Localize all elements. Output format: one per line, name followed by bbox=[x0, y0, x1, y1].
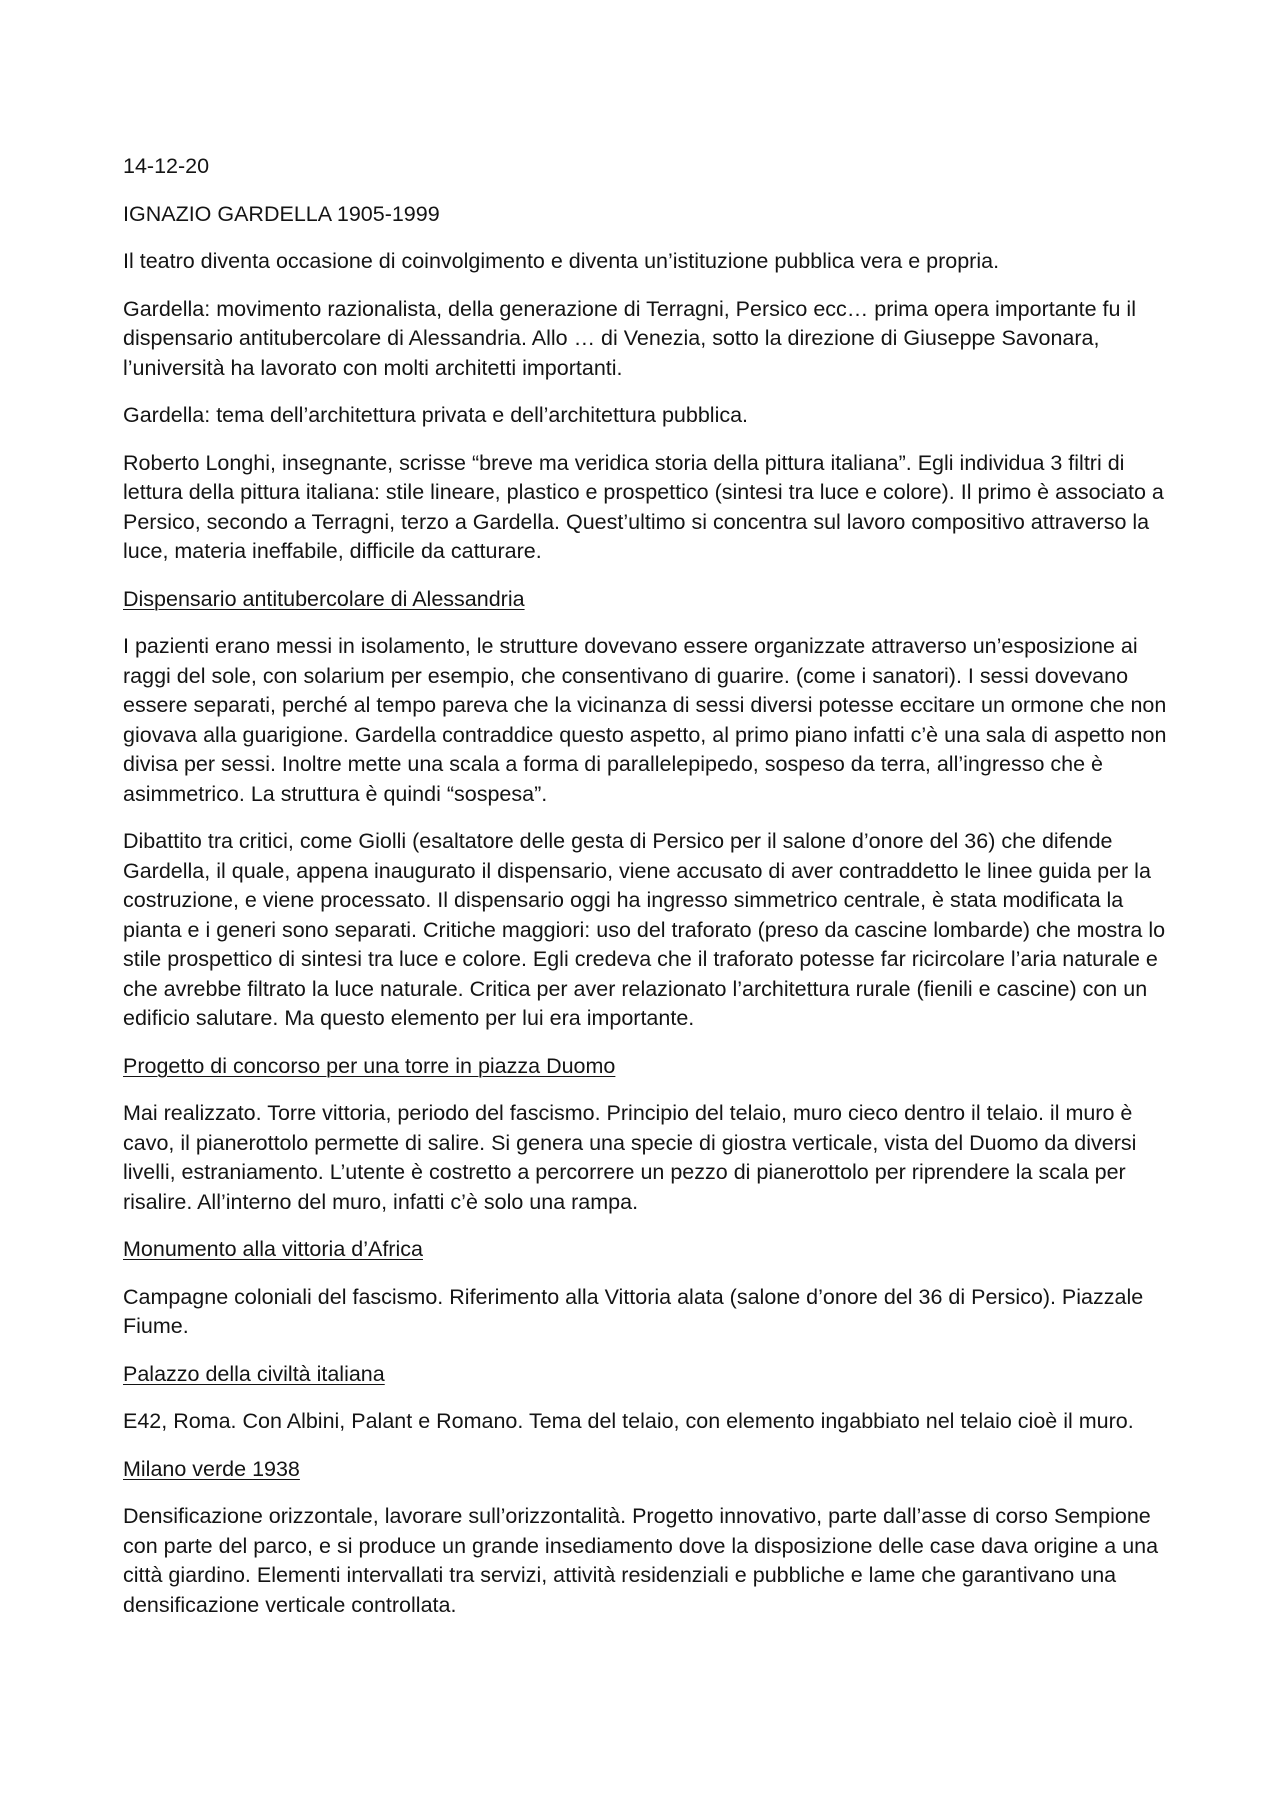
gardella-movement-paragraph: Gardella: movimento razionalista, della generazione di Terragni, Persico ecc… prima opera importante fu il dispensario antitubercolare di Alessandria. Allo … di Venezia, sotto la direzione di Giuseppe Savonara, l’università ha lavorato con molti architetti importanti. bbox=[123, 296, 1136, 380]
torre-duomo-paragraph: Mai realizzato. Torre vittoria, periodo del fascismo. Principio del telaio, muro cieco dentro il telaio. il muro è cavo, il pianerottolo permette di salire. Si genera una specie di giostra verticale, vista del Duomo da diversi livelli, estraniamento. L’utente è costretto a percorrere un pezzo di pianerottolo per riprendere la scala per risalire. All’interno del muro, infatti c’è solo una rampa. bbox=[123, 1101, 1137, 1214]
section-heading-dispensario: Dispensario antitubercolare di Alessandria bbox=[123, 586, 525, 611]
section-heading-palazzo-civilta: Palazzo della civiltà italiana bbox=[123, 1361, 385, 1386]
document-title: IGNAZIO GARDELLA 1905-1999 bbox=[123, 201, 440, 226]
milano-verde-paragraph: Densificazione orizzontale, lavorare sull’orizzontalità. Progetto innovativo, parte dall’asse di corso Sempione con parte del parco, e si produce un grande insediamento dove la disposizione delle case dava origine a una città giardino. Elementi intervallati tra servizi, attività residenziali e pubbliche e lame che garantivano una densificazione verticale controllata. bbox=[123, 1504, 1159, 1617]
longhi-paragraph: Roberto Longhi, insegnante, scrisse “breve ma veridica storia della pittura italiana”. Egli individua 3 filtri di lettura della pittura italiana: stile lineare, plastico e prospettico (sintesi tra luce e colore). Il primo è associato a Persico, secondo a Terragni, terzo a Gardella. Quest’ultimo si concentra sul lavoro compositivo attraverso la luce, materia ineffabile, difficile da catturare. bbox=[123, 450, 1164, 563]
monumento-africa-paragraph: Campagne coloniali del fascismo. Riferimento alla Vittoria alata (salone d’onore del 36 di Persico). Piazzale Fiume. bbox=[123, 1284, 1144, 1338]
gardella-theme-paragraph: Gardella: tema dell’architettura privata e dell’architettura pubblica. bbox=[123, 403, 749, 427]
document-date: 14-12-20 bbox=[123, 154, 210, 178]
dispensario-paragraph-1: I pazienti erano messi in isolamento, le strutture dovevano essere organizzate attraverso un’esposizione ai raggi del sole, con solarium per esempio, che consentivano di guarire. (come i sanatori). I sessi dovevano essere separati, perché al tempo pareva che la vicinanza di sessi diversi potesse eccitare un ormone che non giovava alla guarigione. Gardella contraddice questo aspetto, al primo piano infatti c’è una sala di aspetto non divisa per sessi. Inoltre mette una scala a forma di parallelepipedo, sospeso da terra, all’ingresso che è asimmetrico. La struttura è quindi “sospesa”. bbox=[123, 634, 1167, 806]
palazzo-civilta-paragraph: E42, Roma. Con Albini, Palant e Romano. Tema del telaio, con elemento ingabbiato nel telaio cioè il muro. bbox=[123, 1409, 1134, 1433]
document-page bbox=[123, 152, 1173, 1638]
section-heading-torre-duomo: Progetto di concorso per una torre in piazza Duomo bbox=[123, 1053, 616, 1078]
dispensario-paragraph-2: Dibattito tra critici, come Giolli (esaltatore delle gesta di Persico per il salone d’onore del 36) che difende Gardella, il quale, appena inaugurato il dispensario, viene accusato di aver contraddetto le linee guida per la costruzione, e viene processato. Il dispensario oggi ha ingresso simmetrico centrale, è stata modificata la pianta e i generi sono separati. Critiche maggiori: uso del traforato (preso da cascine lombarde) che mostra lo stile prospettico di sintesi tra luce e colore. Egli credeva che il traforato potesse far ricircolare l’aria naturale e che avrebbe filtrato la luce naturale. Critica per aver relazionato l’architettura rurale (fienili e cascine) con un edificio salutare. Ma questo elemento per lui era importante. bbox=[123, 829, 1166, 1030]
intro-paragraph: Il teatro diventa occasione di coinvolgimento e diventa un’istituzione pubblica vera e propria. bbox=[123, 249, 1000, 273]
section-heading-monumento-africa: Monumento alla vittoria d’Africa bbox=[123, 1237, 423, 1261]
section-heading-milano-verde: Milano verde 1938 bbox=[123, 1456, 300, 1481]
